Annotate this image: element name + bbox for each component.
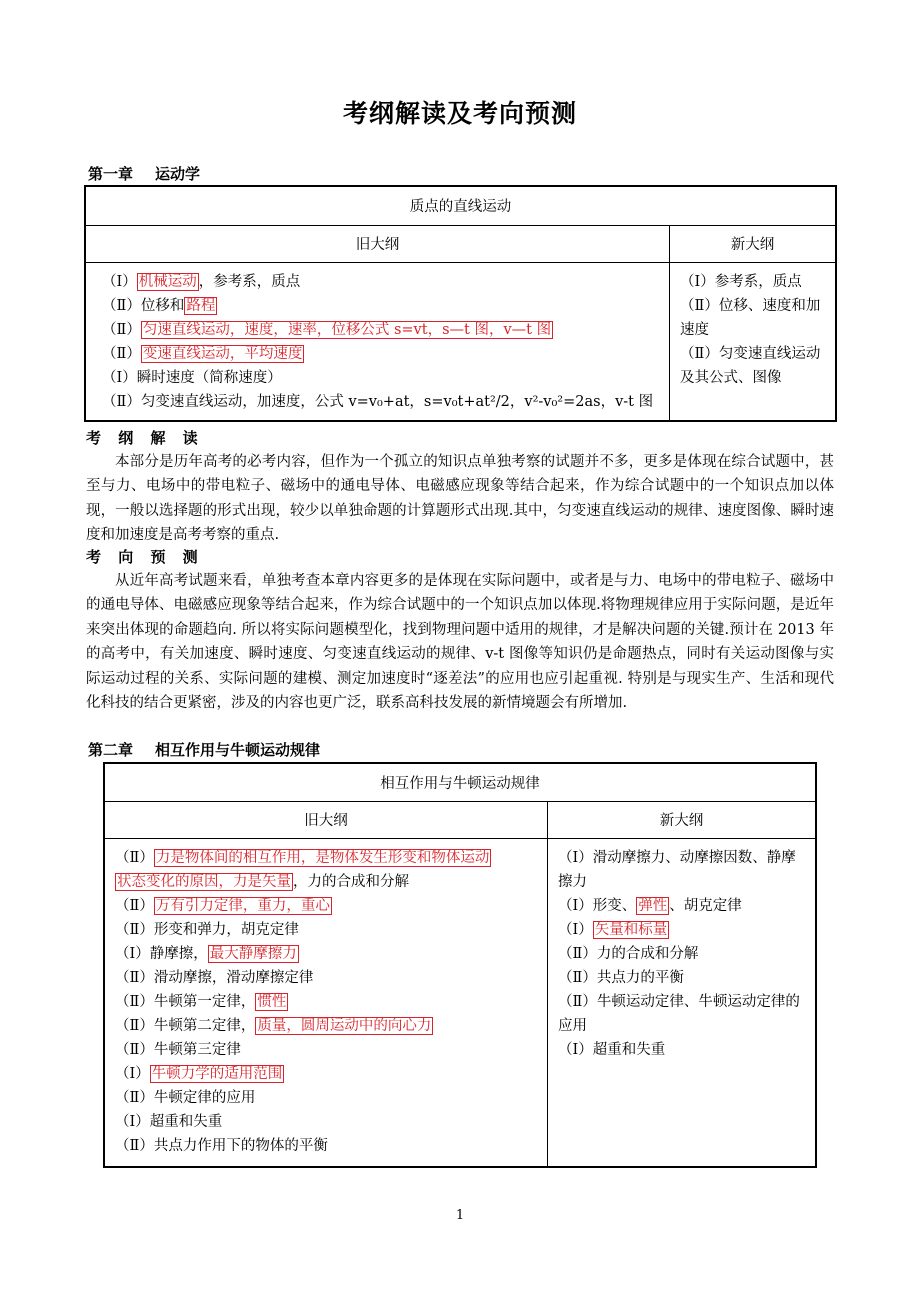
syllabus-line xyxy=(680,270,829,294)
syllabus-line xyxy=(115,1062,543,1086)
syllabus-text: ，力的合成和分解 xyxy=(293,873,409,890)
syllabus-text: （Ⅱ） xyxy=(102,321,141,338)
syllabus-text: （Ⅱ）牛顿定律的应用 xyxy=(115,1089,256,1106)
syllabus-text: （Ⅱ） xyxy=(115,849,154,866)
syllabus-line xyxy=(115,918,543,942)
syllabus-text: （Ⅰ）超重和失重 xyxy=(558,1041,666,1058)
document-title: 考纲解读及考向预测 xyxy=(342,99,577,128)
highlighted-change: 弹性 xyxy=(638,897,668,914)
syllabus-text: （Ⅰ）形变、 xyxy=(558,897,637,914)
syllabus-text: （Ⅰ）瞬时速度（简称速度） xyxy=(102,369,282,386)
syllabus-line xyxy=(115,870,543,894)
syllabus-line xyxy=(115,1134,543,1158)
syllabus-text: （Ⅱ）位移、速度和加速度 xyxy=(680,297,821,338)
chapter-2-heading xyxy=(88,739,320,760)
syllabus-line xyxy=(115,1110,543,1134)
syllabus-text: （Ⅰ） xyxy=(102,273,137,290)
syllabus-text: （Ⅱ） xyxy=(115,897,154,914)
syllabus-line xyxy=(115,942,543,966)
old-syllabus-header: 旧大纲 xyxy=(104,801,548,838)
highlighted-change: 最大静摩擦力 xyxy=(209,945,297,962)
syllabus-text: （Ⅰ）参考系，质点 xyxy=(680,273,802,290)
syllabus-text: （Ⅰ）滑动摩擦力、动摩擦因数、静摩擦力 xyxy=(558,849,796,890)
chapter-number: 第二章 xyxy=(88,741,134,759)
syllabus-line xyxy=(558,966,809,990)
syllabus-text: （Ⅱ）共点力作用下的物体的平衡 xyxy=(115,1137,328,1154)
syllabus-line xyxy=(558,942,809,966)
syllabus-text: （Ⅰ） xyxy=(558,921,593,938)
syllabus-line xyxy=(680,342,829,390)
new-syllabus-header: 新大纲 xyxy=(670,225,837,262)
syllabus-text: （Ⅰ） xyxy=(115,1065,150,1082)
chapter-name: 相互作用与牛顿运动规律 xyxy=(155,741,321,759)
highlighted-change: 匀速直线运动，速度，速率，位移公式 s=vt，s—t 图，v—t 图 xyxy=(142,321,552,338)
old-syllabus-header: 旧大纲 xyxy=(85,225,670,262)
syllabus-line xyxy=(102,294,665,318)
syllabus-line xyxy=(115,846,543,870)
highlighted-change: 质量，圆周运动中的向心力 xyxy=(257,1017,432,1034)
syllabus-line xyxy=(558,846,809,894)
highlighted-change: 惯性 xyxy=(257,993,287,1010)
syllabus-text: （Ⅱ）滑动摩擦，滑动摩擦定律 xyxy=(115,969,314,986)
syllabus-text: ，参考系，质点 xyxy=(198,273,301,290)
interpretation-paragraph: 本部分是历年高考的必考内容，但作为一个孤立的知识点单独考察的试题并不多，更多是体现在综合试题中，甚至与力、电场中的带电粒子、磁场中的通电导体、电磁感应现象等结合起来，作为综合试题中的一个知识点加以体现，一般以选择题的形式出现，较少以单独命题的计算题形式出现.其中，匀变速直线运动的规律、速度图像、瞬时速度和加速度是高考考察的重点. xyxy=(86,454,834,544)
syllabus-line xyxy=(115,1014,543,1038)
highlighted-change: 机械运动 xyxy=(138,273,197,290)
chapter-1-heading xyxy=(88,163,200,184)
interpretation-heading: 考 纲 解 读 xyxy=(86,429,204,447)
highlighted-change: 变速直线运动，平均速度 xyxy=(142,345,303,362)
syllabus-text: （Ⅱ）力的合成和分解 xyxy=(558,945,699,962)
syllabus-line xyxy=(115,894,543,918)
chapter-number: 第一章 xyxy=(88,165,134,183)
syllabus-line xyxy=(558,918,809,942)
syllabus-text: （Ⅱ）形变和弹力，胡克定律 xyxy=(115,921,299,938)
syllabus-line xyxy=(102,342,665,366)
chapter-name: 运动学 xyxy=(155,165,201,183)
syllabus-line xyxy=(115,1038,543,1062)
chapter-2-syllabus-table xyxy=(103,762,817,1168)
highlighted-change: 矢量和标量 xyxy=(594,921,668,938)
syllabus-text: （Ⅱ）牛顿运动定律、牛顿运动定律的应用 xyxy=(558,993,800,1034)
prediction-heading: 考 向 预 测 xyxy=(86,548,204,566)
syllabus-line xyxy=(558,1038,809,1062)
chapter-1-syllabus-table xyxy=(84,185,837,422)
syllabus-text: （Ⅱ）牛顿第二定律， xyxy=(115,1017,256,1034)
syllabus-line xyxy=(115,1086,543,1110)
syllabus-line xyxy=(680,294,829,342)
new-syllabus-header: 新大纲 xyxy=(548,801,817,838)
highlighted-change: 力是物体间的相互作用，是物体发生形变和物体运动 xyxy=(155,849,490,866)
syllabus-text: （Ⅱ）匀变速直线运动，加速度，公式 v=v₀+at，s=v₀t+at²/2，v²-v₀²=2as，v-t 图 xyxy=(102,393,654,410)
syllabus-line xyxy=(102,390,665,414)
syllabus-text: （Ⅱ）位移和 xyxy=(102,297,185,314)
highlighted-change: 牛顿力学的适用范围 xyxy=(151,1065,283,1082)
new-syllabus-list xyxy=(680,270,829,390)
syllabus-text: （Ⅱ）匀变速直线运动及其公式、图像 xyxy=(680,345,821,386)
syllabus-line xyxy=(102,366,665,390)
highlighted-change: 路程 xyxy=(186,297,216,314)
syllabus-line xyxy=(558,990,809,1038)
prediction-paragraph: 从近年高考试题来看，单独考查本章内容更多的是体现在实际问题中，或者是与力、电场中的带电粒子、磁场中的通电导体、电磁感应现象等结合起来，作为综合试题中的一个知识点加以体现.将物理规律应用于实际问题，是近年来突出体现的命题趋向. 所以将实际问题模型化，找到物理问题中适用的规律，才是解决问题的关键.预计在 2013 年的高考中，有关加速度、瞬时速度、匀变速直线运动的规律、v-t 图像等知识仍是命题热点，同时有关运动图像与实际运动过程的关系、实际问题的建模、测定加速度时“逐差法”的应用也应引起重视. 特别是与现实生产、生活和现代化科技的结合更紧密，涉及的内容也更广泛，联系高科技发展的新情境题会有所增加. xyxy=(86,573,834,712)
highlighted-change: 万有引力定律，重力，重心 xyxy=(155,897,330,914)
old-syllabus-list xyxy=(102,270,665,414)
syllabus-text: （Ⅱ）牛顿第三定律 xyxy=(115,1041,241,1058)
syllabus-line xyxy=(102,270,665,294)
page-number: 1 xyxy=(455,1208,465,1223)
syllabus-text: （Ⅱ）共点力的平衡 xyxy=(558,969,684,986)
table-title: 质点的直线运动 xyxy=(85,186,836,225)
syllabus-line xyxy=(115,990,543,1014)
syllabus-line xyxy=(558,894,809,918)
syllabus-text: （Ⅱ）牛顿第一定律， xyxy=(115,993,256,1010)
syllabus-text: 、胡克定律 xyxy=(669,897,742,914)
new-syllabus-list xyxy=(558,846,809,1062)
highlighted-change: 状态变化的原因，力是矢量 xyxy=(117,873,291,890)
table-title: 相互作用与牛顿运动规律 xyxy=(104,763,816,801)
syllabus-line xyxy=(102,318,665,342)
syllabus-text: （Ⅰ）静摩擦， xyxy=(115,945,208,962)
syllabus-line xyxy=(115,966,543,990)
syllabus-text: （Ⅰ）超重和失重 xyxy=(115,1113,223,1130)
syllabus-text: （Ⅱ） xyxy=(102,345,141,362)
old-syllabus-list xyxy=(115,846,543,1158)
